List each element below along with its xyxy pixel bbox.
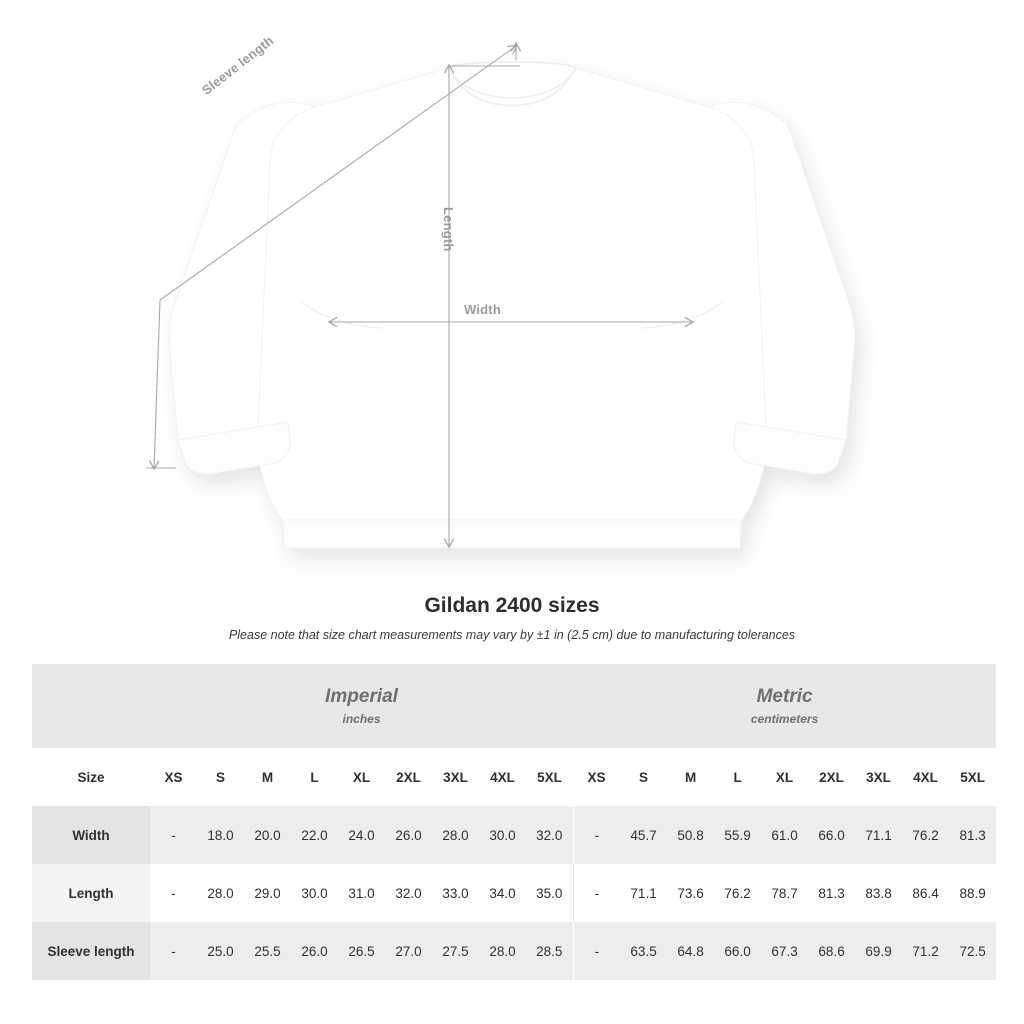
dimension-label-length: Length <box>441 207 456 252</box>
size-header-imperial-l: L <box>291 748 338 806</box>
cell-sleeve-metric-xl: 67.3 <box>761 922 808 980</box>
table-row <box>32 922 996 980</box>
cell-width-imperial-2xl: 26.0 <box>385 806 432 864</box>
size-header-row <box>32 748 996 806</box>
size-header-imperial-3xl: 3XL <box>432 748 479 806</box>
cell-length-imperial-m: 29.0 <box>244 864 291 922</box>
cell-length-metric-3xl: 83.8 <box>855 864 902 922</box>
cell-sleeve-imperial-s: 25.0 <box>197 922 244 980</box>
cell-width-metric-2xl: 66.0 <box>808 806 855 864</box>
size-header-imperial-2xl: 2XL <box>385 748 432 806</box>
table-row <box>32 864 996 922</box>
cell-width-imperial-xl: 24.0 <box>338 806 385 864</box>
cell-sleeve-metric-3xl: 69.9 <box>855 922 902 980</box>
cell-sleeve-imperial-m: 25.5 <box>244 922 291 980</box>
size-header-metric-4xl: 4XL <box>902 748 949 806</box>
size-header-imperial-4xl: 4XL <box>479 748 526 806</box>
cell-sleeve-metric-2xl: 68.6 <box>808 922 855 980</box>
cell-length-metric-m: 73.6 <box>667 864 714 922</box>
garment-shape <box>169 62 855 548</box>
size-header-metric-2xl: 2XL <box>808 748 855 806</box>
row-label-length: Length <box>32 864 150 922</box>
table-row <box>32 806 996 864</box>
cell-length-imperial-xs: - <box>150 864 197 922</box>
cell-width-metric-m: 50.8 <box>667 806 714 864</box>
cell-sleeve-imperial-5xl: 28.5 <box>526 922 573 980</box>
size-header-imperial-xl: XL <box>338 748 385 806</box>
size-header-metric-s: S <box>620 748 667 806</box>
cell-sleeve-imperial-4xl: 28.0 <box>479 922 526 980</box>
cell-length-imperial-3xl: 33.0 <box>432 864 479 922</box>
unit-sub-imperial: inches <box>342 711 381 726</box>
cell-length-imperial-2xl: 32.0 <box>385 864 432 922</box>
cell-width-imperial-s: 18.0 <box>197 806 244 864</box>
cell-length-metric-2xl: 81.3 <box>808 864 855 922</box>
dimension-label-width: Width <box>464 302 501 317</box>
cell-length-imperial-4xl: 34.0 <box>479 864 526 922</box>
cell-length-metric-l: 76.2 <box>714 864 761 922</box>
unit-sub-metric: centimeters <box>750 711 819 726</box>
row-label-width: Width <box>32 806 150 864</box>
size-header-metric-l: L <box>714 748 761 806</box>
cell-width-metric-s: 45.7 <box>620 806 667 864</box>
cell-width-imperial-4xl: 30.0 <box>479 806 526 864</box>
row-label-sleeve-length: Sleeve length <box>32 922 150 980</box>
cell-width-metric-l: 55.9 <box>714 806 761 864</box>
cell-sleeve-metric-xs: - <box>573 922 620 980</box>
size-header-metric-xl: XL <box>761 748 808 806</box>
size-header-metric-xs: XS <box>573 748 620 806</box>
cell-width-imperial-3xl: 28.0 <box>432 806 479 864</box>
cell-width-metric-4xl: 76.2 <box>902 806 949 864</box>
cell-length-metric-5xl: 88.9 <box>949 864 996 922</box>
cell-sleeve-metric-m: 64.8 <box>667 922 714 980</box>
cell-sleeve-imperial-l: 26.0 <box>291 922 338 980</box>
tolerance-note: Please note that size chart measurements may vary by ±1 in (2.5 cm) due to manufacturing tolerances <box>228 628 796 642</box>
cell-width-imperial-xs: - <box>150 806 197 864</box>
unit-header-imperial <box>150 664 573 748</box>
cell-length-imperial-l: 30.0 <box>291 864 338 922</box>
size-header-label: Size <box>32 748 150 806</box>
title-block <box>0 594 1024 642</box>
cell-sleeve-imperial-2xl: 27.0 <box>385 922 432 980</box>
cell-width-metric-3xl: 71.1 <box>855 806 902 864</box>
cell-sleeve-imperial-xs: - <box>150 922 197 980</box>
cell-sleeve-imperial-xl: 26.5 <box>338 922 385 980</box>
unit-name-metric: Metric <box>756 686 813 708</box>
cell-sleeve-metric-s: 63.5 <box>620 922 667 980</box>
size-header-metric-m: M <box>667 748 714 806</box>
unit-header-row <box>32 664 996 748</box>
cell-width-imperial-l: 22.0 <box>291 806 338 864</box>
cell-length-imperial-5xl: 35.0 <box>526 864 573 922</box>
cell-sleeve-metric-4xl: 71.2 <box>902 922 949 980</box>
size-header-metric-5xl: 5XL <box>949 748 996 806</box>
size-header-metric-3xl: 3XL <box>855 748 902 806</box>
cell-width-metric-xs: - <box>573 806 620 864</box>
size-header-imperial-s: S <box>197 748 244 806</box>
cell-sleeve-metric-l: 66.0 <box>714 922 761 980</box>
cell-length-metric-4xl: 86.4 <box>902 864 949 922</box>
cell-length-imperial-s: 28.0 <box>197 864 244 922</box>
cell-length-metric-s: 71.1 <box>620 864 667 922</box>
size-header-imperial-m: M <box>244 748 291 806</box>
size-table-wrap <box>0 664 1024 980</box>
size-header-imperial-xs: XS <box>150 748 197 806</box>
page-title: Gildan 2400 sizes <box>424 594 600 617</box>
cell-width-metric-xl: 61.0 <box>761 806 808 864</box>
cell-width-imperial-5xl: 32.0 <box>526 806 573 864</box>
cell-width-imperial-m: 20.0 <box>244 806 291 864</box>
cell-length-imperial-xl: 31.0 <box>338 864 385 922</box>
size-header-imperial-5xl: 5XL <box>526 748 573 806</box>
cell-sleeve-imperial-3xl: 27.5 <box>432 922 479 980</box>
cell-sleeve-metric-5xl: 72.5 <box>949 922 996 980</box>
unit-header-metric <box>573 664 996 748</box>
unit-header-spacer <box>32 664 150 748</box>
dimension-label-sleeve-length: Sleeve length <box>199 32 277 98</box>
cell-length-metric-xl: 78.7 <box>761 864 808 922</box>
cell-length-metric-xs: - <box>573 864 620 922</box>
cell-width-metric-5xl: 81.3 <box>949 806 996 864</box>
unit-name-imperial: Imperial <box>325 686 398 708</box>
size-chart-table <box>32 664 996 980</box>
